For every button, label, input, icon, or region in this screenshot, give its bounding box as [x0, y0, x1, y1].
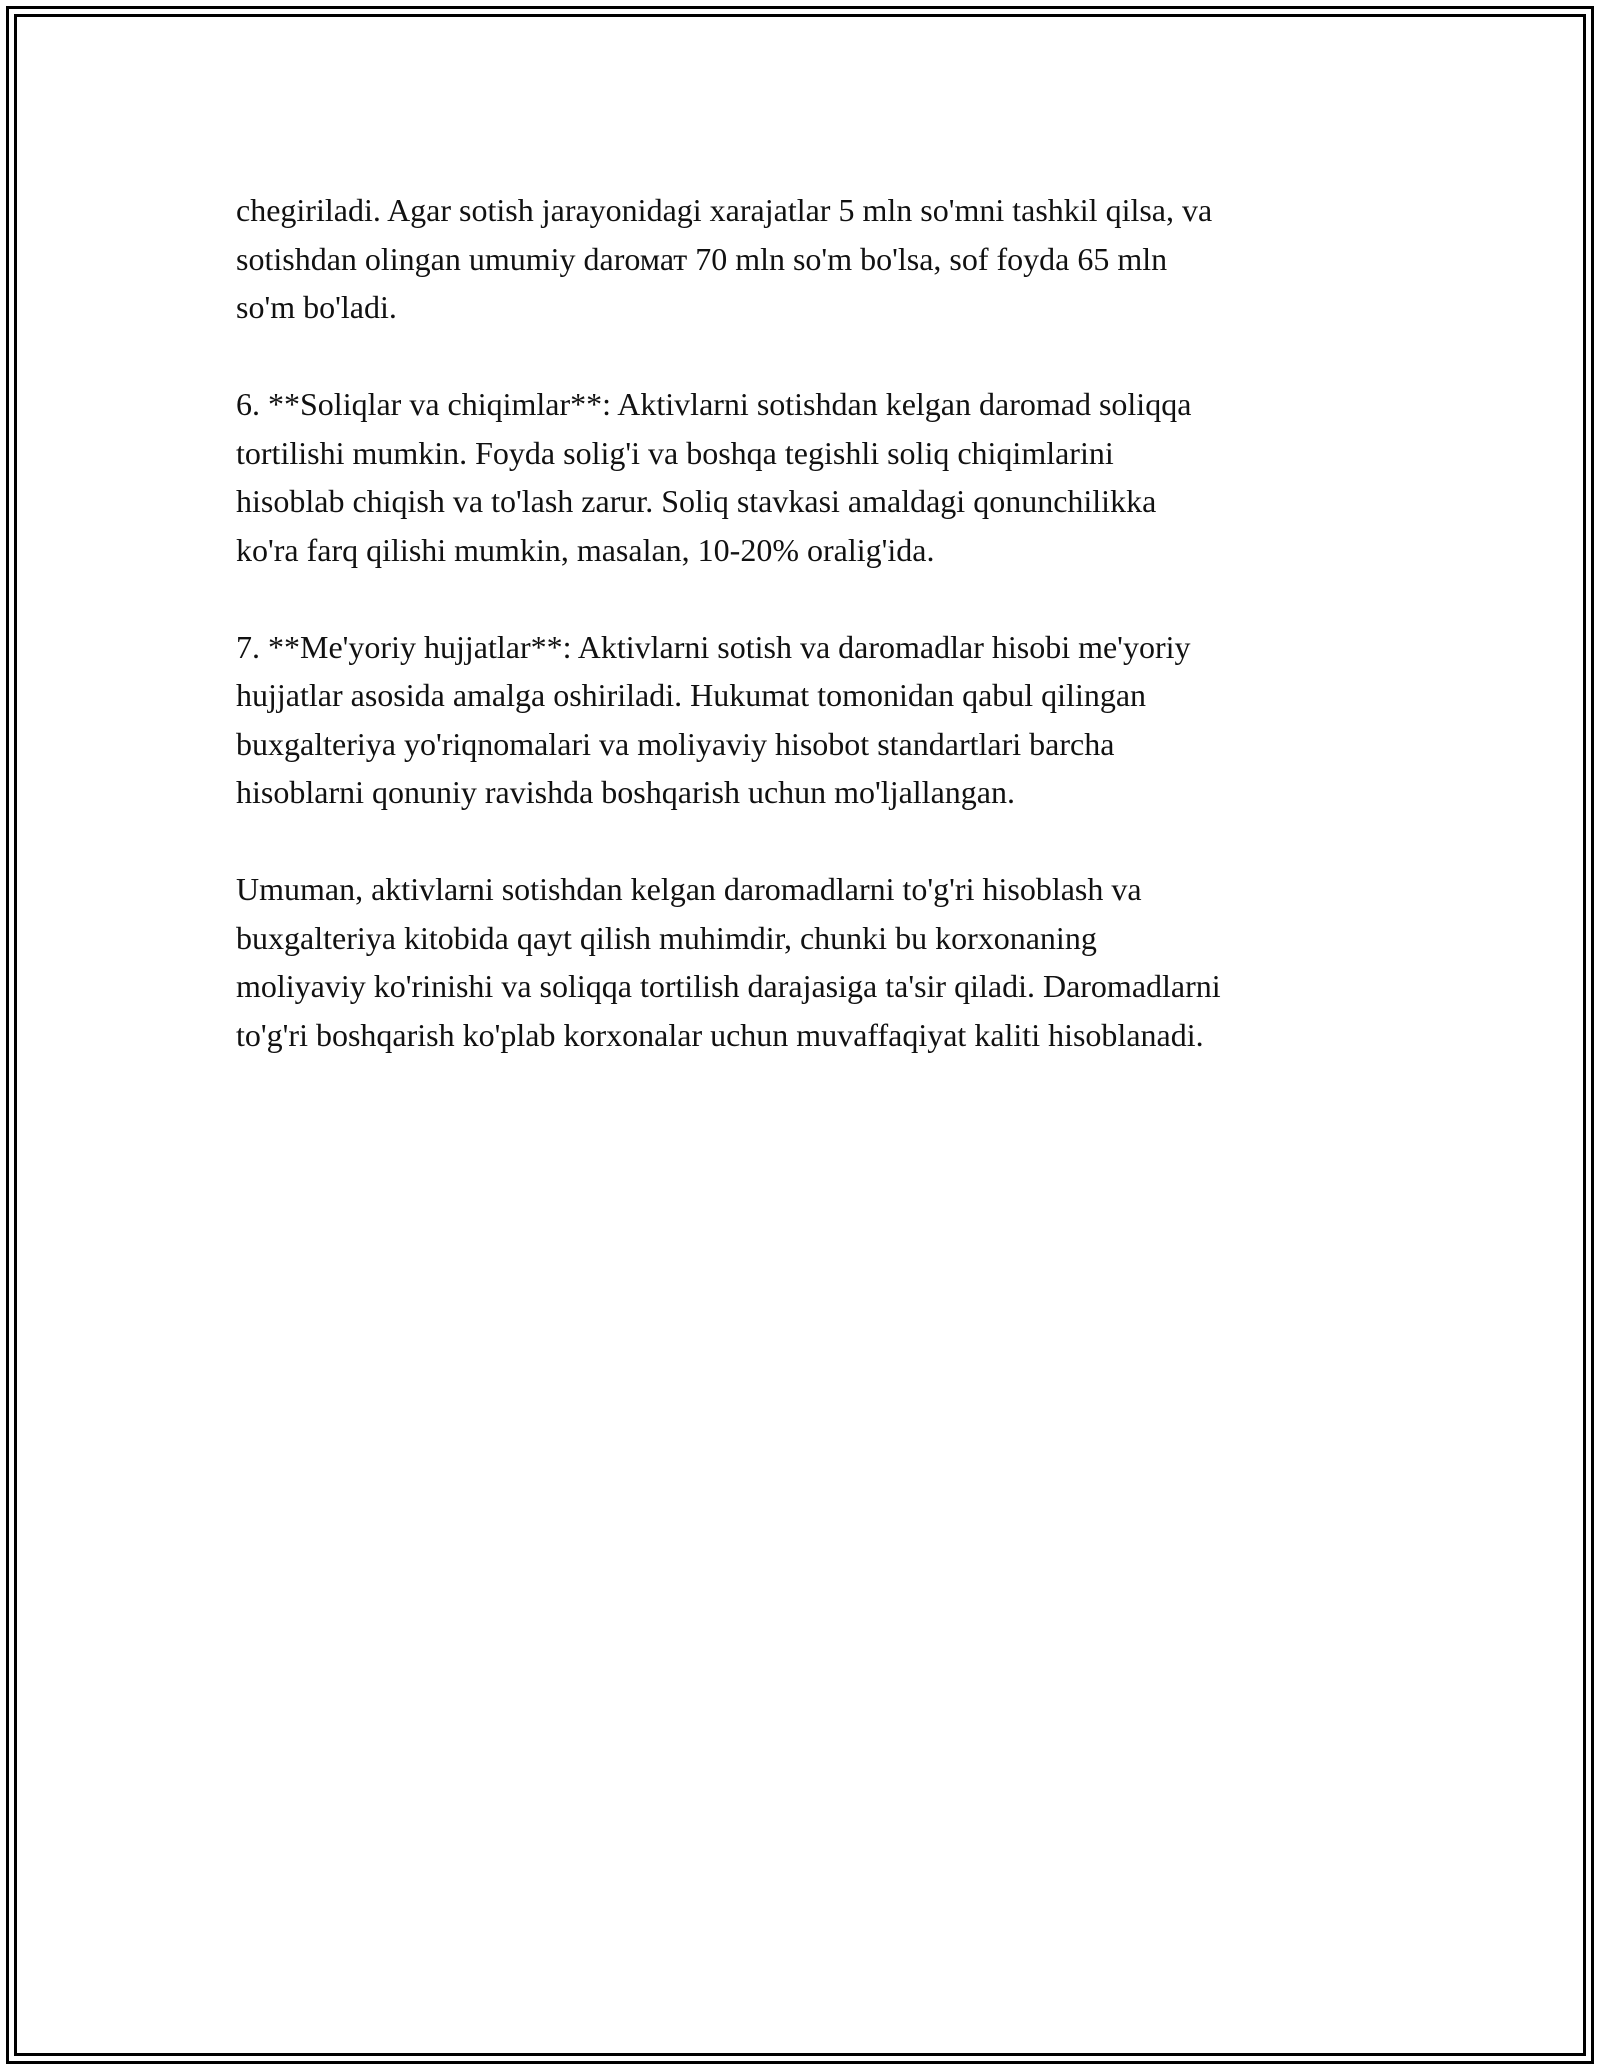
text-line: buxgalteriya yo'riqnomalari va moliyaviy hisobot standartlari barcha: [236, 725, 1115, 762]
text-line: Umuman, aktivlarni sotishdan kelgan daromadlarni to'g'ri hisoblash va: [236, 871, 1142, 907]
document-body: [236, 186, 1376, 1108]
text-line: buxgalteriya kitobida qayt qilish muhimdir, chunki bu korxonaning: [236, 919, 1097, 956]
text-line: sotishdan olingan umumiy darомат 70 mln so'm bo'lsa, sof foyda 65 mln: [236, 240, 1168, 277]
paragraph-net-profit: [236, 186, 1376, 332]
text-line: hisoblab chiqish va to'lash zarur. Soliq stavkasi amaldagi qonunchilikka: [236, 483, 1157, 519]
text-line: so'm bo'ladi.: [236, 289, 397, 325]
text-line: ko'ra farq qilishi mumkin, masalan, 10-20% oralig'ida.: [236, 531, 935, 568]
text-line: 6. **Soliqlar va chiqimlar**: Aktivlarni sotishdan kelgan daromad soliqqa: [236, 386, 1192, 422]
text-line: tortilishi mumkin. Foyda solig'i va boshqa tegishli soliq chiqimlarini: [236, 434, 1114, 471]
text-line: moliyaviy ko'rinishi va soliqqa tortilish darajasiga ta'sir qiladi. Daromadlarni: [236, 968, 1221, 1004]
text-line: hujjatlar asosida amalga oshiriladi. Hukumat tomonidan qabul qilingan: [236, 677, 1147, 713]
text-line: 7. **Me'yoriy hujjatlar**: Aktivlarni sotish va daromadlar hisobi me'yoriy: [236, 628, 1191, 665]
text-line: chegiriladi. Agar sotish jarayonidagi xarajatlar 5 mln so'mni tashkil qilsa, va: [236, 192, 1213, 228]
paragraph-conclusion: [236, 865, 1376, 1059]
paragraph-regulations: [236, 623, 1376, 817]
paragraph-taxes: [236, 380, 1376, 574]
text-line: to'g'ri boshqarish ko'plab korxonalar uchun muvaffaqiyat kaliti hisoblanadi.: [236, 1016, 1204, 1053]
text-line: hisoblarni qonuniy ravishda boshqarish uchun mo'ljallangan.: [236, 774, 1015, 810]
